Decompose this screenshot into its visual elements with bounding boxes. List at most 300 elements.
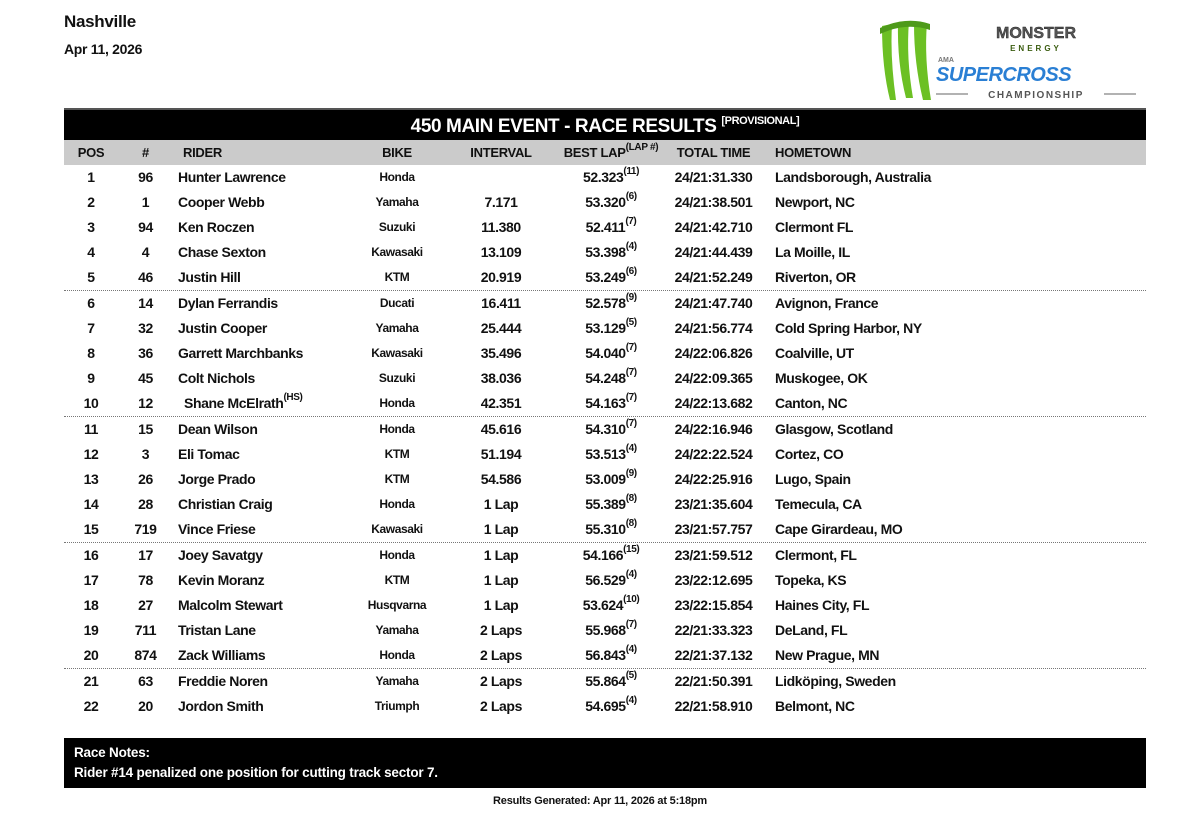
rider-name: Eli Tomac <box>178 446 240 462</box>
table-title: 450 MAIN EVENT - RACE RESULTS <box>410 116 717 137</box>
rider-name-cell <box>173 543 348 568</box>
table-row <box>64 643 1146 669</box>
bike: Honda <box>379 497 415 511</box>
pos: 1 <box>87 169 95 185</box>
pos: 11 <box>84 421 98 437</box>
best-lap: 55.968 <box>585 622 626 638</box>
rider-number: 46 <box>138 269 153 285</box>
pos-cell <box>64 391 118 416</box>
best-lap-cell <box>556 265 666 290</box>
col-header-best-lap <box>556 140 666 165</box>
rider-number-cell <box>118 240 173 265</box>
total-time-cell <box>666 517 761 542</box>
hometown-cell <box>761 517 1146 542</box>
pos-cell <box>64 618 118 643</box>
hometown-cell <box>761 391 1146 416</box>
interval-cell <box>446 442 556 467</box>
total-time: 24/21:31.330 <box>674 169 753 185</box>
rider-name: Joey Savatgy <box>178 547 263 563</box>
hometown-cell <box>761 366 1146 391</box>
pos: 8 <box>87 345 95 361</box>
best-lap-number: (7) <box>625 216 637 228</box>
rider-number: 17 <box>138 547 153 563</box>
hometown-cell <box>761 190 1146 215</box>
venue-name: Nashville <box>64 12 136 31</box>
bike: Honda <box>379 170 415 184</box>
bike: Honda <box>379 548 415 562</box>
pos-cell <box>64 190 118 215</box>
total-time: 24/21:44.439 <box>674 244 753 260</box>
hometown: Cold Spring Harbor, NY <box>775 320 922 336</box>
hometown: Belmont, NC <box>775 698 855 714</box>
interval-cell <box>446 669 556 694</box>
table-row <box>64 240 1146 265</box>
interval-cell <box>446 417 556 442</box>
rider-number-cell <box>118 593 173 618</box>
interval-cell <box>446 492 556 517</box>
rider-number: 36 <box>138 345 153 361</box>
rider-name-cell <box>173 316 348 341</box>
total-time-cell <box>666 291 761 316</box>
pos-cell <box>64 593 118 618</box>
interval: 11.380 <box>481 219 521 235</box>
rider-number-cell <box>118 190 173 215</box>
rider-number: 96 <box>138 169 153 185</box>
total-time-cell <box>666 694 761 719</box>
bike-cell <box>348 190 446 215</box>
rider-name-cell <box>173 291 348 316</box>
logo-tagline: CHAMPIONSHIP <box>988 90 1084 101</box>
table-row <box>64 467 1146 492</box>
best-lap: 54.310 <box>585 421 626 437</box>
interval: 7.171 <box>484 194 518 210</box>
total-time-cell <box>666 543 761 568</box>
table-row <box>64 694 1146 719</box>
pos-cell <box>64 316 118 341</box>
pos: 22 <box>83 698 99 714</box>
rider-name-cell <box>173 190 348 215</box>
hometown: Coalville, UT <box>775 345 854 361</box>
rider-name: Hunter Lawrence <box>178 169 286 185</box>
best-lap-cell <box>556 669 666 694</box>
hometown: Temecula, CA <box>775 496 862 512</box>
bike: Kawasaki <box>371 522 423 536</box>
best-lap-cell <box>556 543 666 568</box>
bike: Ducati <box>379 296 415 310</box>
total-time-cell <box>666 618 761 643</box>
rider-name-cell <box>173 417 348 442</box>
interval: 20.919 <box>480 269 522 285</box>
table-row <box>64 190 1146 215</box>
rider-name-cell <box>173 593 348 618</box>
bike: Suzuki <box>378 220 416 234</box>
total-time-cell <box>666 417 761 442</box>
total-time: 23/21:35.604 <box>674 496 753 512</box>
hometown-cell <box>761 669 1146 694</box>
rider-number: 20 <box>138 698 153 714</box>
col-header-hometown: HOMETOWN <box>775 145 852 160</box>
best-lap-cell <box>556 467 666 492</box>
table-row <box>64 618 1146 643</box>
best-lap: 55.864 <box>585 673 626 689</box>
hometown: Lidköping, Sweden <box>775 673 896 689</box>
hometown-cell <box>761 543 1146 568</box>
hometown: Lugo, Spain <box>775 471 851 487</box>
best-lap-label: BEST LAP <box>563 145 626 160</box>
pos: 7 <box>87 320 95 336</box>
rider-name: Cooper Webb <box>178 194 265 210</box>
bike-cell <box>348 694 446 719</box>
total-time: 24/22:25.916 <box>674 471 753 487</box>
best-lap-number: (4) <box>625 695 637 707</box>
rider-number: 711 <box>134 622 157 638</box>
hometown-cell <box>761 442 1146 467</box>
interval-cell <box>446 240 556 265</box>
rider-number-cell <box>118 517 173 542</box>
total-time: 24/21:42.710 <box>674 219 753 235</box>
interval-cell <box>446 190 556 215</box>
best-lap-cell <box>556 190 666 215</box>
interval-cell <box>446 291 556 316</box>
bike: Husqvarna <box>367 598 427 612</box>
best-lap: 53.009 <box>585 471 626 487</box>
rider-number: 3 <box>141 446 150 462</box>
rider-number: 874 <box>134 647 157 663</box>
hometown: Cape Girardeau, MO <box>775 521 903 537</box>
hometown: DeLand, FL <box>775 622 848 638</box>
hometown: Newport, NC <box>775 194 855 210</box>
best-lap-cell <box>556 391 666 416</box>
rider-name-cell <box>173 366 348 391</box>
bike: Honda <box>379 648 415 662</box>
bike-cell <box>348 517 446 542</box>
best-lap-number: (9) <box>625 468 637 480</box>
pos: 3 <box>87 219 95 235</box>
pos: 2 <box>87 194 95 210</box>
best-lap: 52.578 <box>585 295 626 311</box>
rider-number-cell <box>118 391 173 416</box>
table-row <box>64 568 1146 593</box>
rider-name-cell <box>173 467 348 492</box>
rider-name: Justin Cooper <box>178 320 267 336</box>
bike: Kawasaki <box>371 245 423 259</box>
total-time-cell <box>666 341 761 366</box>
table-row <box>64 391 1146 417</box>
rider-number-cell <box>118 442 173 467</box>
bike-cell <box>348 265 446 290</box>
best-lap-sup: (LAP #) <box>625 141 659 153</box>
pos: 9 <box>87 370 95 386</box>
interval: 35.496 <box>480 345 522 361</box>
rider-name-cell <box>173 669 348 694</box>
hometown-cell <box>761 467 1146 492</box>
table-row <box>64 492 1146 517</box>
bike-cell <box>348 543 446 568</box>
rider-name: Christian Craig <box>178 496 273 512</box>
hometown-cell <box>761 316 1146 341</box>
interval-cell <box>446 467 556 492</box>
interval: 38.036 <box>480 370 522 386</box>
total-time: 22/21:50.391 <box>674 673 753 689</box>
best-lap-number: (7) <box>625 342 637 354</box>
best-lap-cell <box>556 593 666 618</box>
pos-cell <box>64 517 118 542</box>
rider-name-cell <box>173 442 348 467</box>
hometown: Clermont FL <box>775 219 854 235</box>
rider-name: Colt Nichols <box>178 370 255 386</box>
bike: Triumph <box>374 699 420 713</box>
pos: 6 <box>87 295 95 311</box>
bike-cell <box>348 618 446 643</box>
best-lap: 54.166 <box>582 547 624 563</box>
interval: 13.109 <box>480 244 522 260</box>
bike: Yamaha <box>375 321 419 335</box>
race-notes <box>64 738 1146 788</box>
results-table <box>64 108 1146 719</box>
best-lap-cell <box>556 417 666 442</box>
col-header-rider: RIDER <box>183 145 222 160</box>
rider-name: Zack Williams <box>178 647 266 663</box>
bike-cell <box>348 215 446 240</box>
best-lap-number: (8) <box>625 493 637 505</box>
event-date: Apr 11, 2026 <box>64 41 143 57</box>
rider-number: 28 <box>138 496 153 512</box>
hometown-cell <box>761 417 1146 442</box>
rider-name: Dean Wilson <box>178 421 258 437</box>
pos: 15 <box>83 521 99 537</box>
best-lap-cell <box>556 165 666 190</box>
bike: KTM <box>384 573 410 587</box>
best-lap: 54.040 <box>585 345 626 361</box>
best-lap-number: (11) <box>623 166 640 178</box>
interval: 54.586 <box>480 471 522 487</box>
rider-name-cell <box>173 341 348 366</box>
rider-number-cell <box>118 543 173 568</box>
interval: 2 Laps <box>480 647 522 663</box>
best-lap: 55.389 <box>585 496 626 512</box>
rider-number: 27 <box>138 597 153 613</box>
pos: 4 <box>87 244 95 260</box>
bike-cell <box>348 391 446 416</box>
bike: KTM <box>384 472 410 486</box>
provisional-tag: [PROVISIONAL] <box>721 115 800 127</box>
pos-cell <box>64 265 118 290</box>
rider-number: 12 <box>138 395 153 411</box>
best-lap: 54.695 <box>585 698 626 714</box>
hometown: La Moille, IL <box>775 244 850 260</box>
table-row <box>64 265 1146 291</box>
pos-cell <box>64 543 118 568</box>
interval: 1 Lap <box>483 521 519 537</box>
results-generated: Results Generated: Apr 11, 2026 at 5:18pm <box>493 795 707 807</box>
rider-number: 45 <box>138 370 153 386</box>
total-time: 23/21:59.512 <box>674 547 753 563</box>
rider-name-cell <box>173 694 348 719</box>
pos: 18 <box>83 597 99 613</box>
bike: Yamaha <box>375 674 419 688</box>
pos-cell <box>64 568 118 593</box>
total-time: 23/22:12.695 <box>674 572 753 588</box>
total-time-cell <box>666 467 761 492</box>
rider-name-cell <box>173 165 348 190</box>
bike-cell <box>348 467 446 492</box>
table-row <box>64 669 1146 694</box>
pos: 16 <box>83 547 99 563</box>
hometown-cell <box>761 240 1146 265</box>
hometown-cell <box>761 215 1146 240</box>
best-lap: 53.624 <box>582 597 624 613</box>
hometown-cell <box>761 291 1146 316</box>
logo-brand-sub: ENERGY <box>1010 44 1062 53</box>
total-time: 24/21:38.501 <box>674 194 753 210</box>
bike-cell <box>348 568 446 593</box>
total-time: 24/21:56.774 <box>674 320 753 336</box>
best-lap-number: (8) <box>625 518 637 530</box>
table-header <box>64 140 1146 165</box>
rider-number: 32 <box>138 320 153 336</box>
bike-cell <box>348 442 446 467</box>
hometown-cell <box>761 568 1146 593</box>
best-lap-number: (4) <box>625 443 637 455</box>
hometown: Avignon, France <box>775 295 879 311</box>
interval-cell <box>446 643 556 668</box>
rider-name-cell <box>173 215 348 240</box>
interval-cell <box>446 593 556 618</box>
best-lap-number: (5) <box>625 670 637 682</box>
total-time-cell <box>666 165 761 190</box>
table-row <box>64 417 1146 442</box>
best-lap-cell <box>556 240 666 265</box>
bike: KTM <box>384 270 410 284</box>
race-notes-text: Rider #14 penalized one position for cutting track sector 7. <box>74 765 438 780</box>
interval-cell <box>446 391 556 416</box>
interval: 25.444 <box>480 320 522 336</box>
logo-brand-top: MONSTER <box>996 25 1076 42</box>
rider-name-cell <box>173 517 348 542</box>
rider-number: 1 <box>141 194 150 210</box>
pos: 19 <box>83 622 99 638</box>
best-lap-number: (7) <box>625 367 637 379</box>
best-lap-number: (9) <box>625 292 637 304</box>
best-lap-cell <box>556 643 666 668</box>
rider-number-cell <box>118 366 173 391</box>
total-time: 23/22:15.854 <box>674 597 753 613</box>
rider-number: 63 <box>138 673 153 689</box>
total-time: 24/21:47.740 <box>674 295 753 311</box>
rider-name-cell <box>173 618 348 643</box>
table-row <box>64 543 1146 568</box>
total-time: 24/22:06.826 <box>674 345 753 361</box>
best-lap-cell <box>556 492 666 517</box>
hometown-cell <box>761 265 1146 290</box>
best-lap: 54.248 <box>585 370 626 386</box>
bike: Yamaha <box>375 195 419 209</box>
col-header-pos: POS <box>77 145 105 160</box>
pos-cell <box>64 165 118 190</box>
bike-cell <box>348 240 446 265</box>
best-lap: 53.249 <box>585 269 626 285</box>
rider-name-cell <box>173 240 348 265</box>
logo-series: SUPERCROSS <box>936 64 1072 86</box>
total-time-cell <box>666 568 761 593</box>
best-lap-cell <box>556 568 666 593</box>
best-lap: 53.320 <box>585 194 626 210</box>
hometown-cell <box>761 492 1146 517</box>
rider-number-cell <box>118 643 173 668</box>
hometown-cell <box>761 165 1146 190</box>
interval-cell <box>446 265 556 290</box>
col-header-bike: BIKE <box>382 145 412 160</box>
logo-org: AMA <box>938 57 954 64</box>
best-lap: 56.529 <box>585 572 626 588</box>
best-lap-cell <box>556 517 666 542</box>
hometown: Muskogee, OK <box>775 370 868 386</box>
rider-name: Justin Hill <box>178 269 241 285</box>
best-lap-number: (7) <box>625 392 637 404</box>
interval: 1 Lap <box>483 572 519 588</box>
rider-number-cell <box>118 265 173 290</box>
hometown-cell <box>761 694 1146 719</box>
pos: 10 <box>83 395 99 411</box>
best-lap-cell <box>556 215 666 240</box>
interval-cell <box>446 366 556 391</box>
total-time: 24/21:52.249 <box>674 269 753 285</box>
bike-cell <box>348 593 446 618</box>
interval-cell <box>446 165 556 190</box>
table-row <box>64 517 1146 543</box>
pos: 12 <box>83 446 99 462</box>
rider-name: Jorge Prado <box>178 471 256 487</box>
rider-number: 15 <box>138 421 153 437</box>
table-row <box>64 341 1146 366</box>
pos-cell <box>64 240 118 265</box>
interval: 42.351 <box>480 395 522 411</box>
pos-cell <box>64 442 118 467</box>
bike: Suzuki <box>378 371 416 385</box>
total-time-cell <box>666 190 761 215</box>
bike-cell <box>348 341 446 366</box>
rider-number: 14 <box>138 295 153 311</box>
rider-name: Shane McElrath <box>184 395 284 411</box>
rider-number-cell <box>118 165 173 190</box>
hometown-cell <box>761 593 1146 618</box>
rider-name: Ken Roczen <box>178 219 255 235</box>
pos: 21 <box>83 673 99 689</box>
bike-cell <box>348 643 446 668</box>
pos-cell <box>64 694 118 719</box>
table-row <box>64 316 1146 341</box>
total-time-cell <box>666 442 761 467</box>
hometown-cell <box>761 618 1146 643</box>
total-time: 22/21:33.323 <box>674 622 753 638</box>
best-lap: 53.398 <box>585 244 626 260</box>
hometown: New Prague, MN <box>775 647 880 663</box>
rider-name: Freddie Noren <box>178 673 268 689</box>
total-time: 22/21:58.910 <box>674 698 753 714</box>
rider-number-cell <box>118 291 173 316</box>
best-lap-cell <box>556 291 666 316</box>
total-time: 24/22:13.682 <box>674 395 753 411</box>
total-time-cell <box>666 240 761 265</box>
interval: 1 Lap <box>483 496 519 512</box>
rider-number-cell <box>118 694 173 719</box>
interval-cell <box>446 618 556 643</box>
hometown-cell <box>761 643 1146 668</box>
hometown: Glasgow, Scotland <box>775 421 893 437</box>
table-row <box>64 165 1146 190</box>
bike-cell <box>348 366 446 391</box>
rider-number: 719 <box>134 521 157 537</box>
